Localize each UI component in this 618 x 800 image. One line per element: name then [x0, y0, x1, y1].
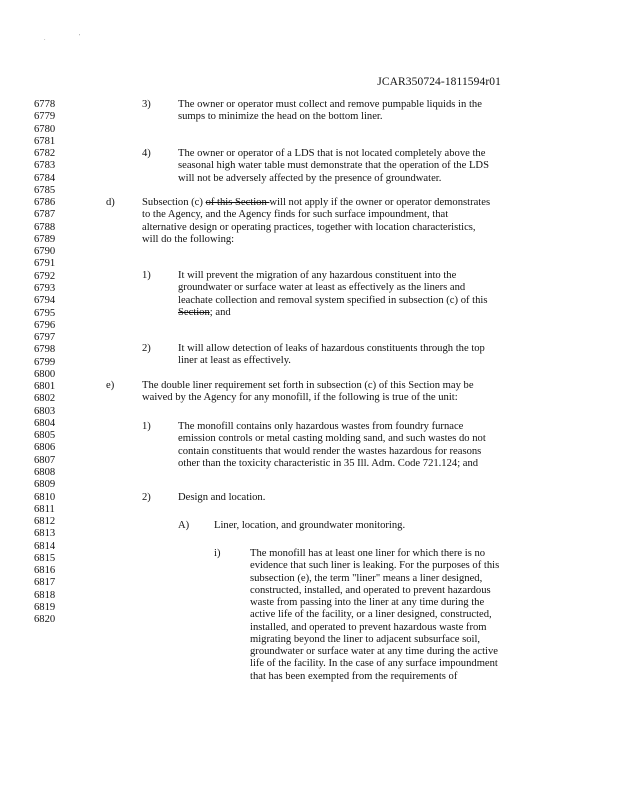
text-line: The owner or operator must collect and remove pumpable liquids in the: [178, 99, 482, 110]
text-line: seasonal high water table must demonstrate that the operation of the LDS: [178, 160, 489, 172]
item-label-e2: 2): [142, 492, 151, 503]
line-number: 6790: [34, 246, 56, 258]
text-line: evidence that such liner is leaking. For the purposes of this: [250, 560, 500, 572]
item-label-3: 3): [142, 99, 151, 110]
line-number: 6784: [34, 172, 56, 184]
line-number: 6803: [34, 405, 56, 417]
text-line: that has been exempted from the requirements of: [250, 670, 458, 682]
text-line: groundwater or surface water at least as effectively as the liners and: [178, 282, 466, 294]
text-line: The double liner requirement set forth in subsection (c) of this Section may be: [142, 380, 474, 391]
text-line: The monofill contains only hazardous wastes from foundry furnace: [178, 421, 464, 432]
line-number: 6800: [34, 368, 56, 380]
item-label-e: e): [106, 380, 115, 391]
line-number: 6813: [34, 528, 56, 540]
line-number: 6807: [34, 454, 56, 466]
line-number: 6797: [34, 332, 56, 344]
line-number: 6798: [34, 344, 56, 356]
text-line: contain constituents that would render the wastes hazardous for reasons: [178, 445, 482, 457]
scan-artifact: ': [79, 34, 81, 40]
text-line: Design and location.: [178, 492, 266, 503]
line-number: 6802: [34, 393, 56, 405]
line-number: 6793: [34, 282, 56, 294]
text-line: emission controls or metal casting molding sand, and such wastes do not: [178, 433, 486, 445]
text-line: to the Agency, and the Agency finds for such surface impoundment, that: [142, 209, 449, 221]
line-number: 6794: [34, 295, 56, 307]
text-line: waived by the Agency for any monofill, if the following is true of the unit:: [142, 392, 458, 404]
line-number: 6819: [34, 601, 56, 613]
item-label-d: d): [106, 197, 115, 208]
line-number: 6801: [34, 381, 56, 393]
text-line: alternative design or operating practices, together with location characteristics,: [142, 221, 476, 233]
line-number: 6791: [34, 258, 56, 270]
line-number: 6778: [34, 99, 56, 110]
item-label-A: A): [178, 520, 190, 531]
line-number: 6788: [34, 221, 56, 233]
line-number-column: [34, 99, 74, 626]
line-number: 6811: [34, 503, 55, 515]
line-number: 6792: [34, 270, 56, 282]
line-number: 6815: [34, 552, 56, 564]
line-number: 6806: [34, 442, 56, 454]
text-line: leachate collection and removal system specified in subsection (c) of this: [178, 294, 488, 306]
text-run: Subsection (c): [142, 197, 206, 208]
text-run: will not apply if the owner or operator demonstrates: [269, 197, 491, 208]
text-line: life of the facility. In the case of any surface impoundment: [250, 658, 498, 670]
struck-text: of this Section: [205, 197, 270, 208]
line-number: 6786: [34, 197, 56, 209]
text-run: ; and: [209, 306, 231, 318]
line-number: 6785: [34, 184, 56, 196]
line-number: 6816: [34, 565, 56, 577]
line-number: 6779: [34, 111, 56, 123]
line-number: 6817: [34, 577, 56, 589]
text-line: installed, and operated to prevent hazardous waste from: [250, 621, 487, 633]
scan-artifact: .: [44, 36, 46, 42]
line-number: 6781: [34, 135, 56, 147]
text-line: Liner, location, and groundwater monitoring.: [214, 520, 406, 531]
line-number: 6810: [34, 491, 56, 503]
text-line: [178, 307, 231, 319]
struck-text: Section: [178, 306, 210, 318]
text-line: groundwater or surface water at any time during the active: [250, 646, 498, 658]
line-number: 6804: [34, 417, 56, 429]
text-line: will do the following:: [142, 233, 235, 245]
text-line: The owner or operator of a LDS that is not located completely above the: [178, 148, 486, 159]
text-line: waste from passing into the liner at any time during the: [250, 597, 485, 609]
text-line: other than the toxicity characteristic in 35 Ill. Adm. Code 721.124; and: [178, 457, 479, 469]
line-number: 6795: [34, 307, 56, 319]
line-number: 6808: [34, 466, 56, 478]
text-line: constructed, installed, and operated to prevent hazardous: [250, 584, 491, 596]
item-label-d1: 1): [142, 270, 151, 281]
item-label-4: 4): [142, 148, 151, 159]
line-number: 6812: [34, 516, 56, 528]
text-line: subsection (e), the term "liner" means a liner designed,: [250, 572, 483, 584]
line-number: 6805: [34, 430, 56, 442]
text-line: active life of the facility, or a liner designed, constructed,: [250, 609, 492, 621]
line-number: 6782: [34, 148, 56, 160]
text-line: sumps to minimize the head on the bottom liner.: [178, 111, 383, 123]
text-line: liner at least as effectively.: [178, 355, 291, 367]
line-number: 6787: [34, 209, 56, 221]
document-id: JCAR350724-1811594r01: [377, 76, 501, 88]
line-number: 6780: [34, 123, 56, 135]
item-label-d2: 2): [142, 343, 151, 354]
line-number: 6799: [34, 356, 56, 368]
text-line: It will allow detection of leaks of hazardous constituents through the top: [178, 343, 485, 354]
line-number: 6818: [34, 589, 56, 601]
line-number: 6820: [34, 614, 56, 626]
line-number: 6814: [34, 540, 56, 552]
line-number: 6789: [34, 233, 56, 245]
line-number: 6783: [34, 160, 56, 172]
item-label-i: i): [214, 548, 221, 559]
text-line: will not be adversely affected by the presence of groundwater.: [178, 172, 442, 184]
text-line: [142, 197, 490, 209]
line-number: 6809: [34, 479, 56, 491]
text-line: The monofill has at least one liner for which there is no: [250, 548, 486, 559]
text-line: migrating beyond the liner to adjacent subsurface soil,: [250, 633, 481, 645]
text-line: It will prevent the migration of any hazardous constituent into the: [178, 270, 457, 281]
item-label-e1: 1): [142, 421, 151, 432]
line-number: 6796: [34, 319, 56, 331]
